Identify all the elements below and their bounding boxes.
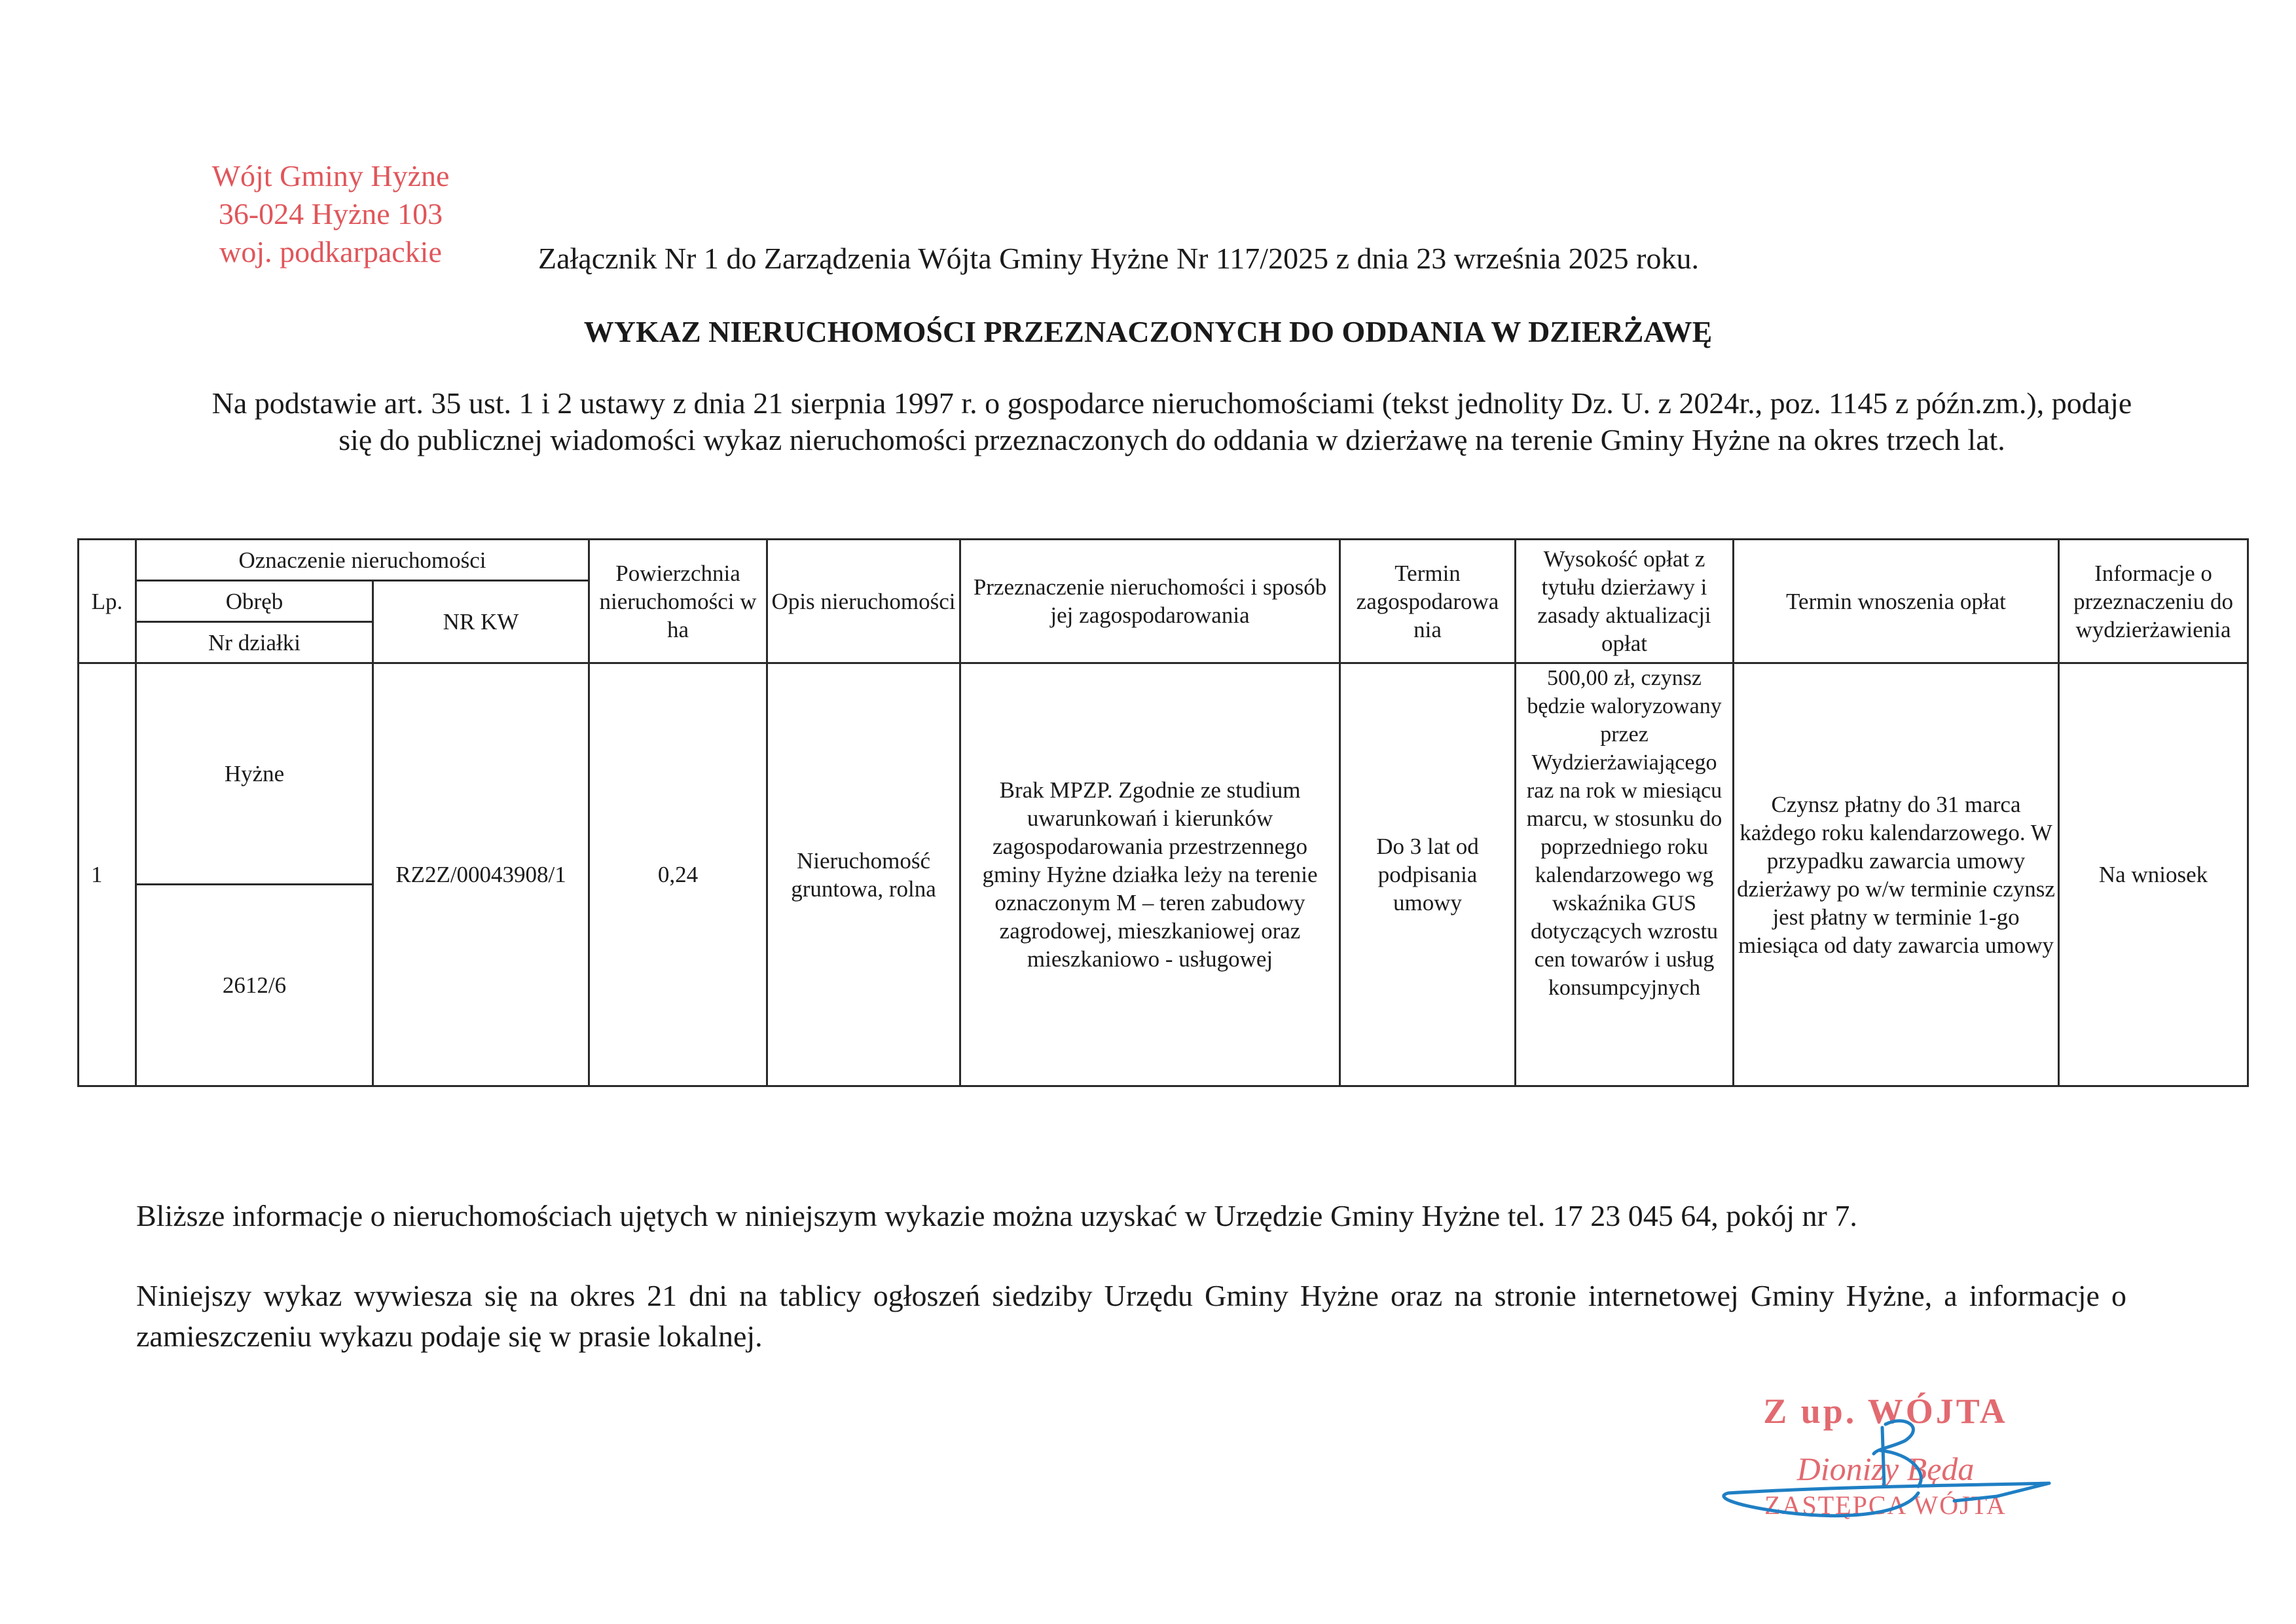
cell-termin-zagospodarowania: Do 3 lat od podpisania umowy	[1340, 663, 1516, 1086]
intro-paragraph: Na podstawie art. 35 ust. 1 i 2 ustawy z dnia 21 sierpnia 1997 r. o gospodarce nieruchomościami (tekst jednolity Dz. U. z 2024r., poz. 1145 z późn.zm.), podaje się do publicznej wiadomości wykaz nieruchomości przeznaczonych do oddania w dzierżawę na terenie Gminy Hyżne na okres trzech lat.	[211, 386, 2132, 456]
col-header-przeznaczenie: Przeznaczenie nieruchomości i sposób jej zagospodarowania	[960, 540, 1340, 663]
cell-obreb: Hyżne	[136, 663, 373, 885]
col-header-nr-dzialki: Nr działki	[136, 622, 373, 663]
cell-opis: Nieruchomość gruntowa, rolna	[767, 663, 960, 1086]
cell-wysokosc-oplat: 500,00 zł, czynsz będzie waloryzowany przez Wydzierżawiającego raz na rok w miesiącu marcu, w stosunku do poprzedniego roku kalendarzowego wg wskaźnika GUS dotyczących wzrostu cen towarów i usług konsumpcyjnych	[1516, 663, 1734, 1086]
col-header-lp: Lp.	[79, 540, 136, 663]
contact-info: Bliższe informacje o nieruchomościach ujętych w niniejszym wykazie można uzyskać w Urzędzie Gminy Hyżne tel. 17 23 045 64, pokój nr 7.	[136, 1199, 1857, 1232]
cell-powierzchnia: 0,24	[589, 663, 767, 1086]
col-header-termin-zagospodarowania: Termin zagospodarowa nia	[1340, 540, 1516, 663]
attachment-reference: Załącznik Nr 1 do Zarządzenia Wójta Gminy Hyżne Nr 117/2025 z dnia 23 września 2025 roku.	[538, 242, 1699, 275]
cell-termin-wnoszenia: Czynsz płatny do 31 marca każdego roku kalendarzowego. W przypadku zawarcia umowy dzierżawy po w/w terminie czynsz jest płatny w terminie 1-go miesiąca od daty zawarcia umowy	[1734, 663, 2059, 1086]
issuer-address-stamp	[196, 157, 465, 271]
issuer-name: Wójt Gminy Hyżne	[211, 159, 450, 193]
document-title: WYKAZ NIERUCHOMOŚCI PRZEZNACZONYCH DO ODDANIA W DZIERŻAWĘ	[583, 315, 1713, 348]
cell-informacje: Na wniosek	[2059, 663, 2248, 1086]
signature-stamp	[1709, 1388, 2062, 1532]
col-header-wysokosc-oplat: Wysokość opłat z tytułu dzierżawy i zasady aktualizacji opłat	[1516, 540, 1734, 663]
cell-nr-dzialki: 2612/6	[136, 885, 373, 1086]
stamp-authorization: Z up. WÓJTA	[1763, 1392, 2008, 1431]
handwritten-signature	[1709, 1388, 2062, 1532]
stamp-signatory-role: ZASTĘPCA WÓJTA	[1764, 1490, 2007, 1520]
table-row	[79, 663, 2248, 885]
cell-przeznaczenie: Brak MPZP. Zgodnie ze studium uwarunkowań i kierunków zagospodarowania przestrzennego gminy Hyżne działka leży na terenie oznaczonym M – teren zabudowy zagrodowej, mieszkaniowej oraz mieszkaniowo - usługowej	[960, 663, 1340, 1086]
posting-notice: Niniejszy wykaz wywiesza się na okres 21 dni na tablicy ogłoszeń siedziby Urzędu Gminy Hyżne oraz na stronie internetowej Gminy Hyżne, a informacje o zamieszczeniu wykazu podaje się w prasie lokalnej.	[136, 1279, 2126, 1353]
col-header-obreb: Obręb	[136, 581, 373, 622]
col-header-informacje: Informacje o przeznaczeniu do wydzierżawienia	[2059, 540, 2248, 663]
col-header-opis: Opis nieruchomości	[767, 540, 960, 663]
issuer-postal-address: 36-024 Hyżne 103	[218, 197, 443, 231]
col-header-termin-wnoszenia: Termin wnoszenia opłat	[1734, 540, 2059, 663]
issuer-province: woj. podkarpackie	[219, 235, 442, 268]
cell-nr-kw: RZ2Z/00043908/1	[373, 663, 589, 1086]
header-row-1	[79, 540, 2248, 581]
col-header-nr-kw: NR KW	[373, 581, 589, 663]
stamp-signatory-name: Dionizy Będa	[1796, 1450, 1975, 1487]
col-header-powierzchnia: Powierzchnia nieruchomości w ha	[589, 540, 767, 663]
col-header-oznaczenie: Oznaczenie nieruchomości	[136, 540, 589, 581]
property-list-table	[77, 538, 2249, 1087]
cell-lp: 1	[79, 663, 136, 1086]
